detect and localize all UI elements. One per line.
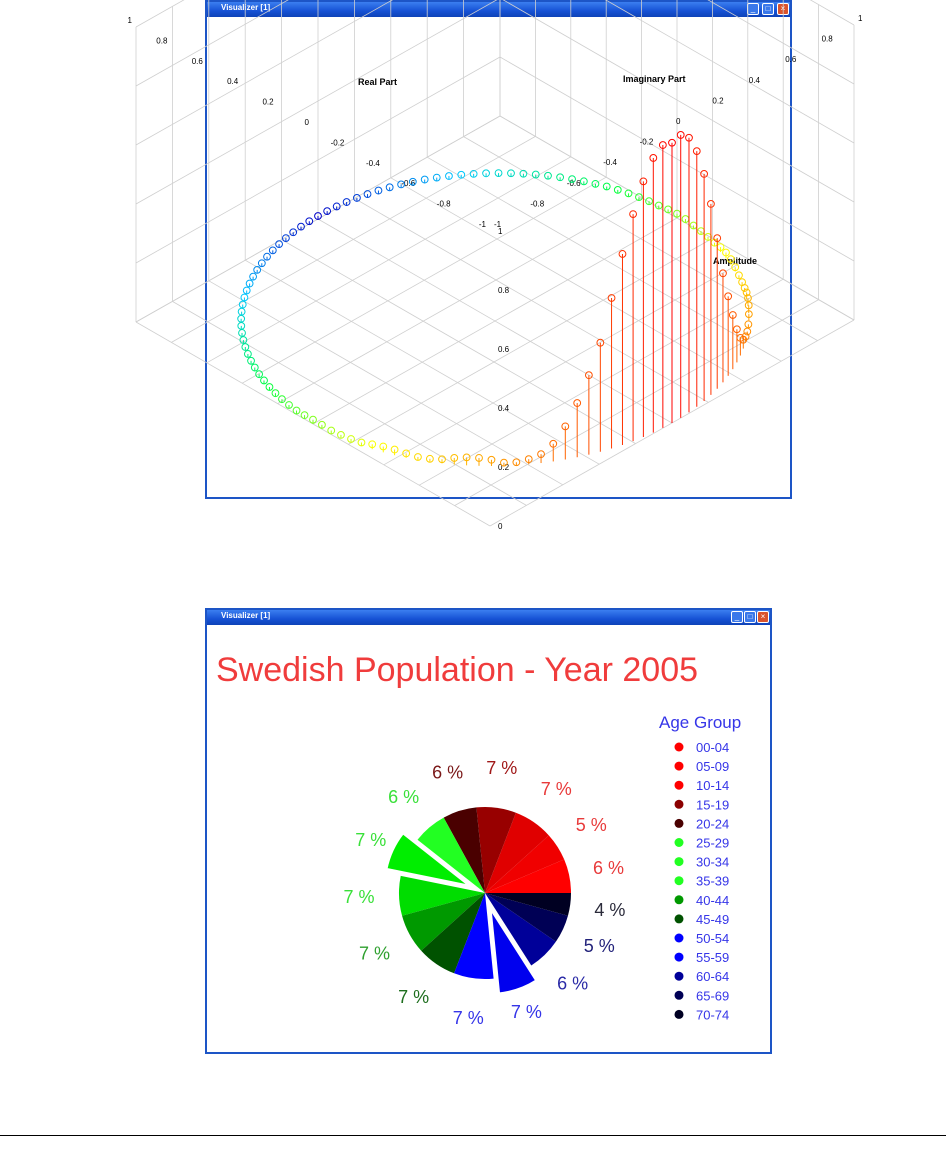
slice-label: 7 % [358, 943, 391, 964]
legend-item: 35-39 [696, 873, 730, 889]
amplitude-axis-label: Amplitude [713, 256, 757, 266]
real-tick-label: -1 [478, 220, 486, 229]
slice-label: 5 % [583, 936, 615, 957]
window-title: Visualizer [1] [221, 611, 271, 620]
imaginary-tick-label: -0.2 [639, 137, 654, 147]
real-tick-label: 1 [127, 16, 132, 25]
legend-item: 30-34 [696, 854, 730, 870]
legend-item: 25-29 [696, 835, 730, 851]
legend-item: 05-09 [696, 759, 730, 775]
imaginary-tick-label: 0.8 [821, 34, 833, 44]
real-tick-label: 0.2 [262, 97, 274, 107]
legend-item: 50-54 [696, 931, 730, 946]
amplitude-tick-label: 0.8 [498, 286, 510, 295]
legend-item: 70-74 [696, 1007, 730, 1023]
legend-marker [675, 762, 684, 771]
slice-label: 7 % [355, 829, 387, 850]
maximize-button[interactable]: □ [762, 3, 774, 15]
imaginary-tick-label: -0.6 [566, 178, 581, 188]
slice-label: 6 % [557, 973, 589, 994]
amplitude-tick-label: 0.2 [498, 463, 510, 472]
amplitude-tick-label: 0.6 [498, 345, 510, 354]
real-tick-label: -0.6 [401, 179, 416, 189]
imaginary-tick-label: 0 [676, 117, 681, 126]
slice-label: 7 % [486, 758, 518, 779]
slice-label: 7 % [343, 887, 375, 908]
imaginary-tick-label: 1 [858, 14, 863, 23]
grid-line [242, 177, 606, 383]
stems [238, 132, 753, 467]
legend-item: 45-49 [696, 911, 730, 927]
real-tick-label: 0.4 [227, 77, 239, 87]
legend-marker [675, 876, 684, 885]
legend-marker [675, 953, 684, 962]
pie-slices [386, 807, 571, 994]
legend-marker [675, 819, 684, 828]
close-button[interactable]: × [757, 611, 769, 623]
real-tick-label: 0.8 [156, 36, 168, 46]
legend-title: Age Group [659, 713, 742, 732]
legend-marker [675, 800, 684, 809]
minimize-button[interactable]: _ [731, 611, 743, 623]
axis-tick-labels [128, 14, 863, 531]
imaginary-tick-label: 0.6 [785, 55, 797, 65]
real-axis-label: Real Part [357, 77, 397, 87]
imaginary-tick-label: -0.8 [530, 199, 545, 209]
imaginary-axis-label: Imaginary Part [623, 74, 686, 84]
stem-plot-3d [127, 14, 863, 531]
imaginary-tick-label: -0.4 [603, 158, 617, 168]
grid-line [464, 137, 818, 341]
window-title: Visualizer [1] [221, 3, 271, 12]
grid-line [171, 136, 535, 342]
legend-marker [675, 838, 684, 847]
slice-label: 5 % [575, 815, 607, 836]
imaginary-tick-label: 0.2 [712, 96, 724, 106]
legend-item: 15-19 [696, 797, 730, 813]
real-tick-label: 0.6 [191, 56, 203, 66]
legend-marker [675, 1010, 684, 1019]
page-rule [0, 1135, 946, 1136]
legend-marker [675, 743, 684, 752]
real-tick-label: -0.8 [436, 199, 451, 209]
close-button[interactable]: × [777, 3, 789, 15]
legend-marker [675, 895, 684, 904]
real-tick-label: -0.2 [330, 138, 345, 148]
slice-label: 7 % [398, 986, 430, 1007]
window-titlebar[interactable] [207, 2, 790, 17]
slice-label: 7 % [510, 1002, 542, 1023]
visualizer-window-2 [205, 608, 772, 1054]
legend-item: 55-59 [696, 950, 730, 966]
amplitude-tick-label: 0 [498, 522, 503, 531]
legend-item: 20-24 [696, 816, 730, 832]
slice-label: 6 % [388, 786, 420, 807]
legend-item: 65-69 [696, 988, 730, 1004]
slice-label: 6 % [592, 857, 624, 878]
legend-item: 60-64 [696, 969, 730, 985]
chart-title: Swedish Population - Year 2005 [216, 651, 699, 689]
legend-item: 10-14 [696, 778, 730, 794]
window-titlebar[interactable] [207, 610, 770, 625]
grid-line [318, 219, 672, 423]
legend-item: 40-44 [696, 892, 730, 908]
real-tick-label: -0.4 [366, 158, 380, 168]
legend-marker [675, 857, 684, 866]
slice-label: 7 % [540, 779, 572, 800]
real-tick-label: 0 [304, 118, 309, 127]
imaginary-tick-label: 0.4 [748, 75, 760, 85]
maximize-button[interactable]: □ [744, 611, 756, 623]
legend-marker [675, 914, 684, 923]
legend-marker [675, 991, 684, 1000]
minimize-button[interactable]: _ [747, 3, 759, 15]
slice-label: 6 % [432, 762, 464, 783]
legend-item: 00-04 [696, 740, 730, 755]
visualizer-window-1 [127, 0, 863, 531]
imaginary-tick-label: -1 [494, 220, 502, 229]
legend-marker [675, 934, 684, 943]
legend-marker [675, 972, 684, 981]
legend-marker [675, 781, 684, 790]
grid-line [354, 198, 708, 402]
pie-chart [207, 625, 770, 1052]
slice-label: 7 % [452, 1007, 484, 1028]
amplitude-tick-label: 1 [498, 227, 503, 236]
slice-label: 4 % [594, 899, 626, 920]
amplitude-tick-label: 0.4 [498, 404, 510, 413]
